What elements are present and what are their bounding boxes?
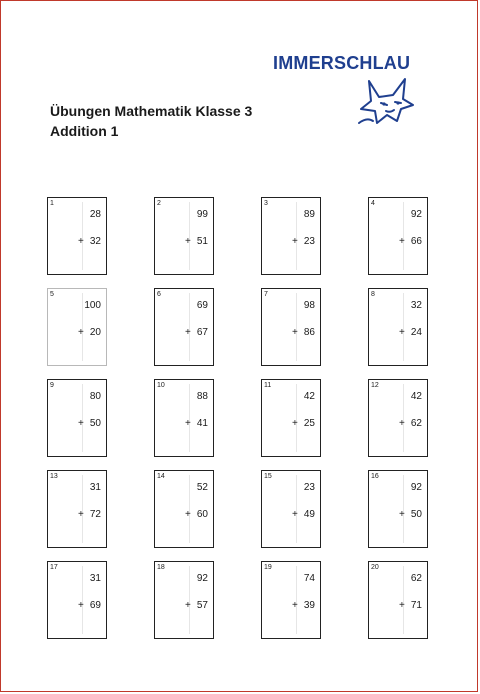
problem-card	[261, 379, 321, 457]
first-addend: 99	[196, 209, 208, 220]
problem-card	[154, 470, 214, 548]
problem-number: 11	[264, 382, 272, 389]
first-addend: 92	[196, 573, 208, 584]
plus-sign: +	[399, 327, 405, 338]
problem-card	[368, 470, 428, 548]
first-addend: 92	[410, 209, 422, 220]
problem-card	[368, 561, 428, 639]
plus-sign: +	[185, 509, 191, 520]
title-line-1: Übungen Mathematik Klasse 3	[50, 103, 253, 119]
second-addend: 39	[303, 600, 315, 611]
second-addend: 50	[410, 509, 422, 520]
first-addend: 100	[84, 300, 101, 311]
problem-card	[261, 470, 321, 548]
plus-sign: +	[292, 327, 298, 338]
title-line-2: Addition 1	[50, 123, 119, 139]
plus-sign: +	[185, 600, 191, 611]
problem-card	[368, 379, 428, 457]
problem-card	[261, 197, 321, 275]
problem-number: 17	[50, 564, 58, 571]
first-addend: 98	[303, 300, 315, 311]
problem-card	[261, 288, 321, 366]
problem-number: 8	[371, 291, 375, 298]
second-addend: 50	[89, 418, 101, 429]
problem-number: 13	[50, 473, 58, 480]
plus-sign: +	[78, 236, 84, 247]
problem-card	[47, 470, 107, 548]
second-addend: 51	[196, 236, 208, 247]
problem-number: 12	[371, 382, 379, 389]
plus-sign: +	[78, 600, 84, 611]
first-addend: 23	[303, 482, 315, 493]
problem-card	[47, 561, 107, 639]
problem-card	[154, 379, 214, 457]
second-addend: 60	[196, 509, 208, 520]
problem-number: 18	[157, 564, 165, 571]
problem-number: 3	[264, 200, 268, 207]
plus-sign: +	[78, 418, 84, 429]
problem-number: 6	[157, 291, 161, 298]
second-addend: 20	[89, 327, 101, 338]
plus-sign: +	[399, 236, 405, 247]
problem-number: 16	[371, 473, 379, 480]
problem-number: 9	[50, 382, 54, 389]
problem-number: 15	[264, 473, 272, 480]
plus-sign: +	[292, 600, 298, 611]
problem-card	[368, 288, 428, 366]
first-addend: 62	[410, 573, 422, 584]
problem-card	[261, 561, 321, 639]
first-addend: 28	[89, 209, 101, 220]
problem-card	[154, 197, 214, 275]
problem-number: 2	[157, 200, 161, 207]
plus-sign: +	[399, 418, 405, 429]
first-addend: 89	[303, 209, 315, 220]
second-addend: 72	[89, 509, 101, 520]
second-addend: 32	[89, 236, 101, 247]
problem-number: 19	[264, 564, 272, 571]
problem-number: 10	[157, 382, 165, 389]
problem-number: 7	[264, 291, 268, 298]
second-addend: 49	[303, 509, 315, 520]
plus-sign: +	[399, 600, 405, 611]
plus-sign: +	[399, 509, 405, 520]
first-addend: 74	[303, 573, 315, 584]
second-addend: 71	[410, 600, 422, 611]
first-addend: 52	[196, 482, 208, 493]
second-addend: 86	[303, 327, 315, 338]
plus-sign: +	[292, 236, 298, 247]
brand-logo: IMMERSCHLAU	[273, 53, 411, 73]
first-addend: 32	[410, 300, 422, 311]
problem-card	[47, 197, 107, 275]
problem-number: 5	[50, 291, 54, 298]
first-addend: 88	[196, 391, 208, 402]
first-addend: 31	[89, 482, 101, 493]
second-addend: 67	[196, 327, 208, 338]
second-addend: 41	[196, 418, 208, 429]
second-addend: 57	[196, 600, 208, 611]
problem-card	[47, 379, 107, 457]
plus-sign: +	[78, 509, 84, 520]
problem-card	[154, 288, 214, 366]
problem-card	[368, 197, 428, 275]
first-addend: 31	[89, 573, 101, 584]
first-addend: 92	[410, 482, 422, 493]
first-addend: 80	[89, 391, 101, 402]
second-addend: 23	[303, 236, 315, 247]
problem-number: 4	[371, 200, 375, 207]
second-addend: 25	[303, 418, 315, 429]
second-addend: 62	[410, 418, 422, 429]
plus-sign: +	[185, 327, 191, 338]
problem-grid	[1, 1, 477, 691]
plus-sign: +	[292, 418, 298, 429]
plus-sign: +	[185, 236, 191, 247]
first-addend: 42	[410, 391, 422, 402]
first-addend: 42	[303, 391, 315, 402]
problem-number: 14	[157, 473, 165, 480]
second-addend: 24	[410, 327, 422, 338]
second-addend: 66	[410, 236, 422, 247]
problem-card	[154, 561, 214, 639]
problem-card	[47, 288, 107, 366]
second-addend: 69	[89, 600, 101, 611]
plus-sign: +	[78, 327, 84, 338]
first-addend: 69	[196, 300, 208, 311]
problem-number: 1	[50, 200, 54, 207]
plus-sign: +	[185, 418, 191, 429]
problem-number: 20	[371, 564, 379, 571]
plus-sign: +	[292, 509, 298, 520]
